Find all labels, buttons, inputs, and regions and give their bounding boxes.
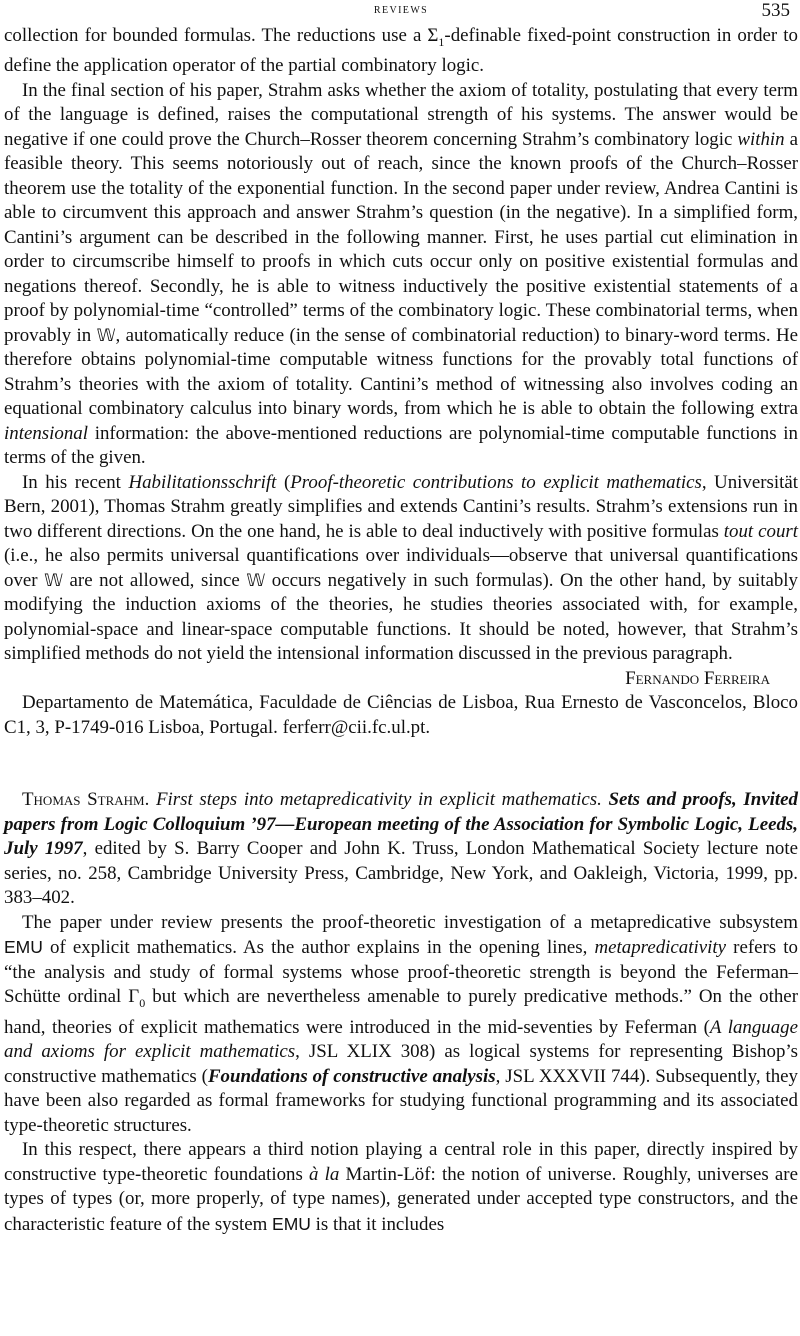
journal-page	[4, 0, 798, 1336]
review2-citation: Thomas Strahm. First steps into metapredicativity in explicit mathematics. Sets and proofs, Invited papers from Logic Colloquium ’97—European meeting of the Association for Symbolic Logic, Leeds, July 1997, edited by S. Barry Cooper and John K. Truss, London Mathematical Society lecture note series, no. 258, Cambridge University Press, Cambridge, New York, and Oakleigh, Victoria, 1999, pp. 383–402.	[4, 789, 798, 909]
page-header	[4, 0, 798, 24]
review2-paragraph-1: The paper under review presents the proof-theoretic investigation of a metapredicative subsystem EMU of explicit mathematics. As the author explains in the opening lines, metapredicativity refers to “the analysis and study of formal systems whose proof-theoretic strength is beyond the Feferman–Schütte ordinal $\Gamma_0$ but which are nevertheless amenable to purely predicative methods.” On the other hand, theories of explicit mathematics were introduced in the mid-seventies by Feferman (A language and axioms for explicit mathematics, JSL XLIX 308) as logical systems for representing Bishop’s constructive mathematics (Foundations of constructive analysis, JSL XXXVII 744). Subsequently, they have been also regarded as formal frameworks for studying functional programming and its associated type-theoretic structures.	[4, 911, 798, 1136]
reviewer-address: Departamento de Matemática, Faculdade de Ciências de Lisboa, Rua Ernesto de Vasconcelos, Bloco C1, 3, P-1749-016 Lisboa, Portugal. ferferr@cii.fc.ul.pt.	[4, 692, 798, 738]
review-separator	[4, 740, 798, 788]
running-head: reviews	[373, 2, 429, 17]
review2-paragraph-2: In this respect, there appears a third notion playing a central role in this paper, directly inspired by constructive type-theoretic foundations à la Martin-Löf: the notion of universe. Roughly, universes are types of types (or, more properly, of type names), generated under accepted type constructors, and the characteristic feature of the system EMU is that it includes	[4, 1139, 798, 1235]
review1-paragraph-1: In the final section of his paper, Strahm asks whether the axiom of totality, postulating that every term of the language is defined, raises the computational strength of his systems. The answer would be negative if one could prove the Church–Rosser theorem concerning Strahm’s combinatory logic within a feasible theory. This seems notoriously out of reach, since the known proofs of the Church–Rosser theorem use the totality of the exponential function. In the second paper under review, Andrea Cantini is able to circumvent this approach and answer Strahm’s question (in the negative). In a simplified form, Cantini’s argument can be described in the following manner. First, he uses partial cut elimination in order to circumscribe himself to proofs in which cuts occur only on positive existential formulas and negations thereof. Secondly, he is able to witness inductively the positive existential statements of a proof by polynomial-time “controlled” terms of the combinatory logic. These combinatorial terms, when provably in 𝕎, automatically reduce (in the sense of combinatorial reduction) to binary-word terms. He therefore obtains polynomial-time computable witness functions for the provably total functions of Strahm’s theories with the axiom of totality. Cantini’s method of witnessing also involves coding an equational combinatory calculus into binary words, from which he is able to obtain the following extra intensional information: the above-mentioned reductions are polynomial-time computable functions in terms of the given.	[4, 79, 798, 469]
review1-paragraph-0: collection for bounded formulas. The reductions use a $\Sigma_1$-definable fixed-point construction in order to define the application operator of the partial combinatory logic.	[4, 25, 798, 77]
reviewer-signature: Fernando Ferreira	[625, 667, 770, 689]
body-text	[4, 24, 798, 1237]
review1-paragraph-2: In his recent Habilitationsschrift (Proof-theoretic contributions to explicit mathematics, Universität Bern, 2001), Thomas Strahm greatly simplifies and extends Cantini’s results. Strahm’s extensions run in two different directions. On the one hand, he is able to deal inductively with positive formulas tout court (i.e., he also permits universal quantifications over individuals—observe that universal quantifications over 𝕎 are not allowed, since 𝕎 occurs negatively in such formulas). On the other hand, by suitably modifying the induction axioms of the theories, he studies theories associated with, for example, polynomial-space and linear-space computable functions. It should be noted, however, that Strahm’s simplified methods do not yield the intensional information discussed in the previous paragraph.	[4, 471, 798, 665]
page-number: 535	[761, 0, 790, 21]
